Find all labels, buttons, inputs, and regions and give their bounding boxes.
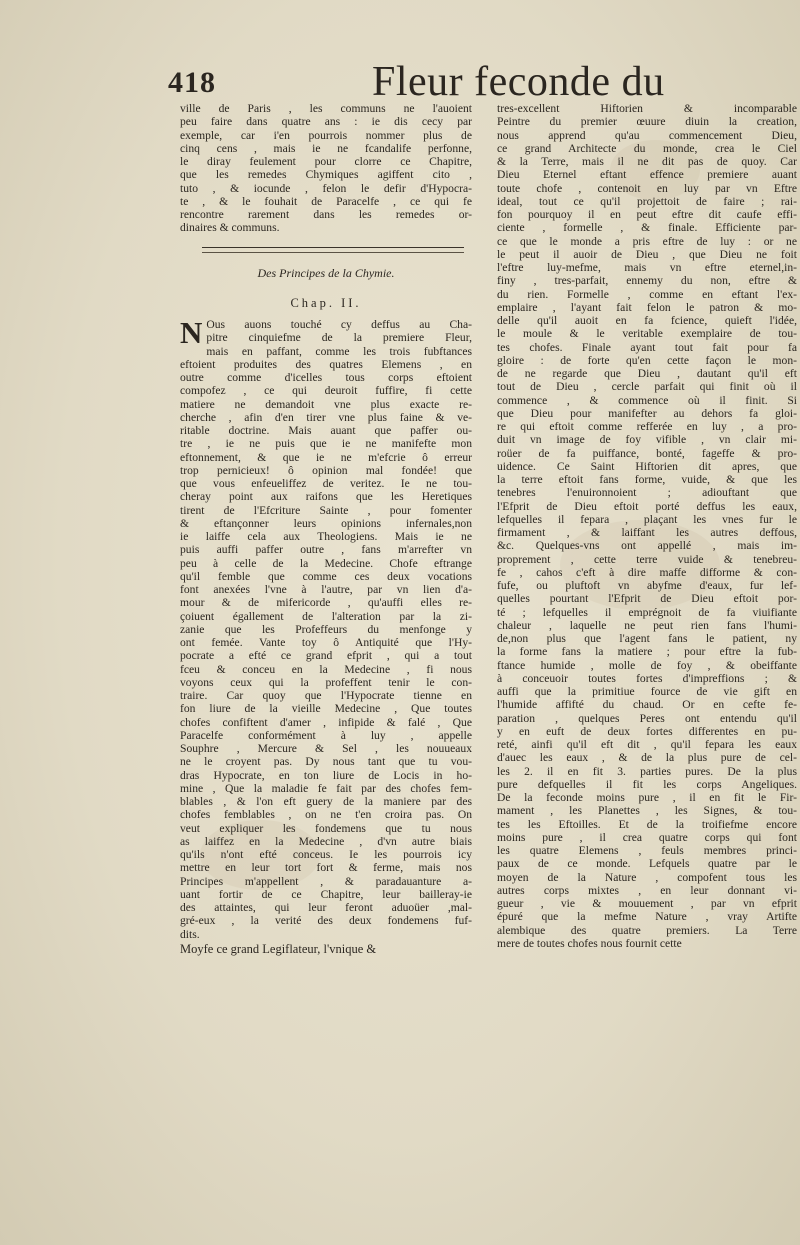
text-line: de ne regarde que Dieu , dautant qu'il eft [497, 367, 797, 380]
text-line: fon pourquoy il en peut eftre dit caufe effi- [497, 208, 797, 221]
text-line: uant fortir de ce Chapitre, leur bailleray-ie [180, 887, 472, 901]
text-line: eftoient produites des quatres Elemens , en [180, 357, 472, 371]
text-line: re qui eftoit comme refferée en luy , a pro- [497, 420, 797, 433]
text-line: tres-excellent Hiftorien & incomparable [497, 102, 797, 115]
text-line: cheray point aux raifons que les Heretiques [180, 490, 472, 504]
text-line: fceu & conceu en la Medecine , fi nous [180, 662, 472, 676]
text-line: tre , ie ne puis que ie ne manifefte mon [180, 437, 472, 451]
text-line: les 2. il en fit 3. parties pures. De la plus [497, 764, 797, 778]
text-line: ce grand Architecte du monde, crea le Ciel [497, 141, 797, 155]
text-line: Ous auons touché cy deffus au Cha- [206, 318, 472, 331]
text-line: emplaire , l'ayant fait felon le patron & mo- [497, 300, 797, 314]
right-column [497, 102, 797, 950]
text-line: que Dieu pour manifefter au dehors fa gloi- [497, 406, 797, 420]
text-line: chofes confiftent d'amer , infipide & falé , Que [180, 715, 472, 729]
text-line: ideal, tout ce qu'il projettoit de faire ; rai- [497, 194, 797, 208]
text-line: du rien. Formelle , comme en eftant l'ex- [497, 287, 797, 301]
text-line: dinaires & communs. [180, 221, 280, 235]
text-line: cinq cens , mais ie ne fcandalife perfonne, [180, 141, 472, 155]
drop-cap: N [180, 315, 203, 350]
text-line: Peintre du premier œuure diuin la creation, [497, 115, 797, 129]
catchword: Moyfe ce grand Legiflateur, l'vnique & [180, 941, 377, 956]
text-line: reté, ainfi qu'il eft dit , qu'il fepara les eaux [497, 738, 797, 751]
text-line: gueur , vie & mouuement , par vn efprit [497, 897, 797, 910]
text-line: ville de Paris , les communs ne l'auoient [180, 102, 472, 115]
text-line: l'humide affifté du chaud. Or en cefte fe- [497, 698, 797, 712]
text-line: autres corps mixtes , en leur donnant vi- [497, 883, 797, 897]
text-line: pocrate a efté ce grand efprit , qui a tout [180, 649, 472, 663]
text-line: voyons ceux qui la profeffent tenir le con- [180, 675, 472, 689]
text-line: moins pure , il crea quatre corps qui font [497, 830, 797, 844]
text-line: & eftançonner leurs opinions infernales,non [180, 516, 472, 530]
text-line: delle qu'il auoit en fa fcience, quieft l'idée, [497, 314, 797, 327]
text-line: Paracelfe conformément à luy , appelle [180, 728, 472, 742]
section-divider [202, 247, 464, 248]
text-line: moyen de la Nature , compofent tous les [497, 870, 797, 884]
text-line: peu à celle de la Medecine. Chofe eftrange [180, 556, 472, 570]
text-line: duit vn image de foy vifible , vn clair mi- [497, 433, 797, 447]
text-line: pure defquelles il fit les corps Angeliques. [497, 777, 797, 791]
text-line: font anexées l'vne à l'autre, par vn lien d'a- [180, 583, 472, 596]
text-line: lefquelles il fepara , plaçant les vnes fur le [497, 512, 797, 526]
text-line: à conceuoir toutes fortes d'impreffions ; & [497, 671, 797, 685]
text-line: cherche , afin d'en tirer vne plus faine & ve- [180, 410, 472, 424]
text-line: mettre en leur tort fort & ferme, mais nos [180, 861, 472, 875]
text-line: fon liure de la vieille Medecine , Que toutes [180, 702, 472, 716]
text-line: & la Terre, mais il ne dit pas de quoy. Car [497, 155, 797, 168]
text-line: nous apprend qu'au commencement Dieu, [497, 128, 797, 142]
text-line: as laiffez en la Medecine , d'vn autre biais [180, 834, 472, 848]
text-line: roüer de fa puiffance, bonté, fageffe & pro- [497, 446, 797, 460]
text-line: compofez , ce qui deuroit fuffire, fi cette [180, 384, 472, 398]
text-line: tuto , & iocunde , felon le defir d'Hypocra- [180, 181, 472, 195]
text-line: ce que le monde a pris eftre de luy : or ne [497, 234, 797, 248]
text-line: y en euft de deux fortes differentes en pu- [497, 724, 797, 738]
text-line: que les remedes Chymiques agiffent cito , [180, 168, 472, 182]
chapter-heading: Chap. II. [290, 295, 362, 310]
text-line: de,non plus que l'agent fans le patient, ny [497, 632, 797, 645]
text-line: pitre cinquiefme de la premiere Fleur, [206, 331, 472, 345]
text-line: Principes m'appellent , & paradauanture a- [180, 874, 472, 888]
section-divider-thin [202, 252, 464, 253]
text-line: ont femée. Vante toy ô Antiquité que l'Hy- [180, 636, 472, 649]
text-line: ritable doctrine. Mais auant que paffer ou- [180, 424, 472, 437]
text-line: proprement , cette terre vuide & tenebreu- [497, 552, 797, 566]
text-line: dits. [180, 927, 200, 941]
text-line: ie laiffe cela aux Theologiens. Mais ie ne [180, 530, 472, 543]
text-line: té ; lefquelles il emprégnoit de fa viuifiante [497, 605, 797, 619]
text-line: trop pernicieux! ô opinion mal fondée! que [180, 463, 472, 477]
text-line: chofes femblables , on ne t'en croira pas. On [180, 808, 472, 822]
text-line: gloire : de forte qu'en cette façon le mon- [497, 353, 797, 367]
text-line: mere de toutes chofes nous fournit cette [497, 936, 682, 950]
text-line: ne le croyent pas. Dy nous tant que tu vou- [180, 755, 472, 769]
text-line: l'Efprit de Dieu eftoit porté deffus les eaux, [497, 499, 797, 513]
running-title: Fleur feconde du [372, 59, 665, 105]
text-line: exemple, car i'en pourrois nommer plus de [180, 128, 472, 142]
text-line: çoiuent égallement de l'alteration par la zi- [180, 609, 472, 623]
text-line: auffi que la primitiue fource de vie gift en [497, 685, 797, 698]
text-line: mais en paffant, comme les trois fubftances [206, 344, 472, 358]
text-line: gré-eux , la verité des deux fondemens fuf- [180, 914, 472, 928]
text-line: dras Hypocrate, en ton liure de Locis in ho- [180, 768, 472, 782]
text-line: le diray feulement pour clorre ce Chapitre, [180, 155, 472, 168]
text-line: ciente , formelle , & finale. Efficiente par- [497, 221, 797, 235]
text-line: qu'ils n'ont efté conceus. Ie les pourrois icy [180, 848, 472, 861]
text-line: tirent de l'Efcriture Sainte , pour fomenter [180, 503, 472, 517]
text-line: De la feconde moins pure , il en fit le Fir- [497, 791, 797, 804]
text-line: tout de Dieu , cercle parfait qui finit où il [497, 380, 797, 394]
text-line: fe , cahos c'eft à dire maffe difforme & con- [497, 565, 797, 579]
section-title: Des Principes de la Chymie. [257, 265, 395, 280]
text-line: paux de ce monde. Lefquels quatre par le [497, 857, 797, 871]
text-line: Souphre , Mercure & Sel , les nouueaux [180, 742, 472, 755]
text-line: ftance humide , molle de foy , & obeiffante [497, 658, 797, 672]
text-line: le peut il auoir de Dieu , que Dieu ne foit [497, 247, 797, 261]
text-line: traire. Car quoy que l'Hypocrate tienne en [180, 689, 472, 702]
text-line: épuré que la mefme Nature , vray Artifte [497, 910, 797, 924]
text-line: la forme fans la matiere ; pour eftre la fub- [497, 645, 797, 659]
text-line: veut expliquer les fondemens que tu nous [180, 821, 472, 835]
text-line: fufe, ou pluftoft vn abyfme d'eaux, fur lef- [497, 579, 797, 592]
text-line: eftonnement, & que ie ne m'efcrie ô erreur [180, 450, 472, 464]
text-line: mine , Que la maladie fe fait par des chofes fem- [180, 781, 472, 795]
text-line: qu'il femble que comme ces deux vocations [180, 569, 472, 583]
text-line: commence , & commence où il finit. Si [497, 393, 797, 407]
text-line: Dieu Eternel eftant effence premiere auant [497, 168, 797, 182]
text-line: mament , les Planettes , les Signes, & tou- [497, 804, 797, 818]
text-line: la terre eftoit fans forme, vuide, & que les [497, 473, 797, 486]
left-column [180, 102, 472, 956]
text-line: tenebres l'enuironnoient ; adiouftant que [497, 486, 797, 500]
text-line: peu faire dans quatre ans : ie dis cecy par [180, 115, 472, 129]
text-line: chaleur , laquelle ne peut rien fans l'humi- [497, 618, 797, 632]
text-line: alembique des quatre premiers. La Terre [497, 923, 797, 937]
text-line: paration , quelques Peres ont entendu qu'il [497, 711, 797, 725]
text-line: le moule & le veritable exemplaire de tou- [497, 327, 797, 341]
text-line: te , & le fouhait de Paracelfe , ce qui fe [180, 194, 472, 208]
text-line: puis auffi paffer outre , fans m'arrefter vn [180, 543, 472, 557]
text-line: &c. Quelques-vns ont appellé , mais im- [497, 539, 797, 553]
text-line: uidence. Ce Saint Hiftorien dit apres, que [497, 459, 797, 473]
text-line: finy , tres-parfait, ennemy du non, eftre & [497, 274, 797, 288]
text-line: des attaintes, qui leur feront aduoüer ,mal- [180, 901, 472, 914]
text-line: rencontre rarement dans les remedes or- [180, 208, 472, 221]
text-line: les quatre Elemens , feuls membres princi- [497, 844, 797, 857]
text-line: tes chofes. Finale ayant tout fait pour fa [497, 340, 797, 354]
text-line: matiere ne demandoit vne plus exacte re- [180, 397, 472, 411]
text-line: que vous enfeueliffez de veritez. Ie ne tou- [180, 477, 472, 490]
text-line: quelles pourtant l'Efprit de Dieu eftoit por- [497, 592, 797, 606]
text-line: d'auec les eaux , & de la plus pure de cel- [497, 751, 797, 765]
text-line: mour & de mifericorde , qu'auffi elles re- [180, 596, 472, 610]
text-line: blables , & l'on eft guery de la maniere par des [180, 795, 472, 808]
text-line: zanie que les Profeffeurs du menfonge y [180, 622, 472, 636]
text-line: firmament , & laiffant les autres deffous, [497, 526, 797, 539]
text-line: outre comme d'icelles tous corps eftoient [180, 371, 472, 384]
text-line: tes les Eftoilles. Et de la troifiefme encore [497, 817, 797, 831]
text-line: l'eftre luy-mefme, mais vn eftre eternel,in- [497, 261, 797, 274]
text-line: toute chofe , contenoit en luy par vn Eftre [497, 181, 797, 195]
page-number: 418 [168, 66, 216, 99]
